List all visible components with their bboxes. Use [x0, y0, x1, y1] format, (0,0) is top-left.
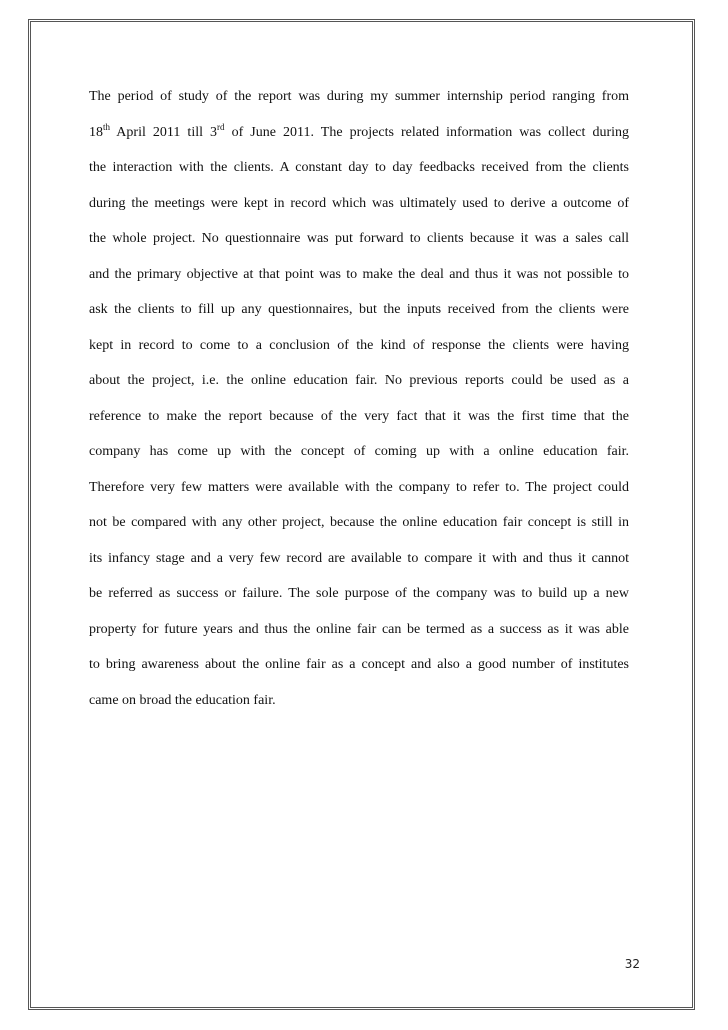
text-line: kept in record to come to a conclusion of the kind of response the clients were having [89, 337, 629, 353]
text-line: not be compared with any other project, because the online education fair concept is still in [89, 515, 629, 530]
line-continuation: of June 2011. The projects related information was collect during [224, 124, 629, 140]
text-line: during the meetings were kept in record which was ultimately used to derive a outcome of [89, 195, 629, 211]
text-line: reference to make the report because of the very fact that it was the first time that the [89, 408, 629, 424]
text-line: the interaction with the clients. A constant day to day feedbacks received from the clients [89, 160, 629, 175]
text-line: and the primary objective at that point was to make the deal and thus it was not possible to [89, 266, 629, 282]
date-range-text: April 2011 till 3 [110, 124, 218, 140]
text-line: the whole project. No questionnaire was put forward to clients because it was a sales call [89, 231, 629, 246]
text-line: company has come up with the concept of coming up with a online education fair. [89, 444, 629, 459]
text-line: its infancy stage and a very few record are available to compare it with and thus it cannot [89, 550, 629, 566]
text-line: The period of study of the report was during my summer internship period ranging from [89, 89, 629, 104]
text-line: ask the clients to fill up any questionnaires, but the inputs received from the clients were [89, 302, 629, 317]
date-day-start: 18 [89, 124, 103, 140]
text-line-last: came on broad the education fair. [89, 692, 276, 708]
text-line: be referred as success or failure. The sole purpose of the company was to build up a new [89, 586, 629, 601]
text-line: to bring awareness about the online fair as a concept and also a good number of institutes [89, 657, 629, 672]
body-paragraph [89, 87, 629, 726]
ordinal-suffix: rd [217, 121, 225, 132]
text-line-dates [89, 123, 629, 159]
ordinal-suffix: th [103, 121, 111, 132]
text-line: Therefore very few matters were available with the company to refer to. The project could [89, 479, 629, 495]
text-line: property for future years and thus the online fair can be termed as a success as it was able [89, 621, 629, 637]
page-number: 32 [624, 957, 640, 971]
text-line: about the project, i.e. the online education fair. No previous reports could be used as a [89, 373, 629, 388]
